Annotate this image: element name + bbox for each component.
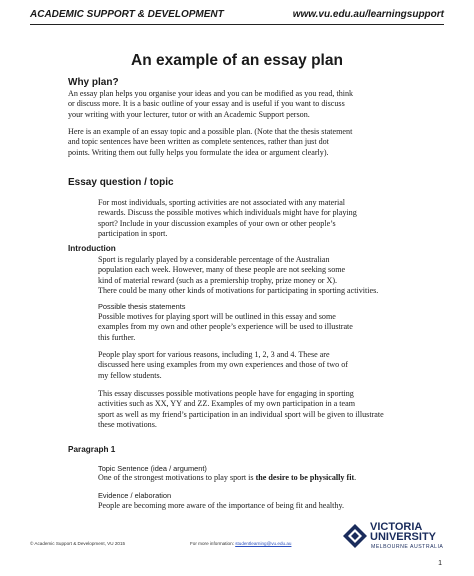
paragraph-1-heading: Paragraph 1 — [68, 445, 116, 454]
text-line: People play sport for various reasons, including 1, 2, 3 and 4. These are — [98, 350, 330, 359]
header-website[interactable]: www.vu.edu.au/learningsupport — [292, 9, 444, 20]
text-line: participation in sport. — [98, 228, 168, 238]
victoria-university-logo — [342, 522, 444, 552]
text-line: Possible motives for playing sport will be outlined in this essay and some — [98, 312, 336, 321]
text-line: activities such as XX, YY and ZZ. Examples of my own participation in a team — [98, 399, 355, 409]
text-line: points. Writing them out fully helps you formulate the idea or argument clearly). — [68, 147, 329, 157]
why-plan-paragraph-1 — [68, 89, 353, 120]
introduction-heading: Introduction — [68, 244, 116, 253]
text-line: Here is an example of an essay topic and a possible plan. (Note that the thesis statement — [68, 127, 353, 136]
thesis-statement-3 — [98, 389, 384, 430]
text-line: and topic sentences have been written as complete sentences, rather than just dot — [68, 137, 329, 147]
text-line: sport as well as my friend’s participation in an individual sport will be given to illustrate — [98, 409, 384, 419]
thesis-statement-2 — [98, 350, 348, 381]
text-line: Sport is regularly played by a considerable percentage of the Australian — [98, 255, 330, 264]
text-line: There could be many other kinds of motivations for participating in sporting activities. — [98, 285, 379, 295]
page-title: An example of an essay plan — [131, 52, 343, 69]
logo-wordmark — [370, 522, 436, 542]
why-plan-heading: Why plan? — [68, 77, 119, 88]
topic-sentence-emphasis: the desire to be physically fit — [255, 473, 355, 482]
evidence-heading: Evidence / elaboration — [98, 491, 172, 500]
topic-sentence — [98, 473, 356, 483]
footer-contact — [190, 541, 291, 546]
text-line: my fellow students. — [98, 370, 162, 380]
footer-copyright: © Academic Support & Development, VU 2015 — [30, 541, 126, 546]
text-line: or discuss more. It is a basic outline of your essay and is useful if you want to discuss — [68, 99, 345, 109]
footer-email-link[interactable]: studentlearning@vu.edu.au — [235, 541, 292, 546]
logo-line-2: UNIVERSITY — [370, 531, 437, 543]
text-line: discussed here using examples from my own experiences and those of two of — [98, 360, 348, 370]
header-department: ACADEMIC SUPPORT & DEVELOPMENT — [30, 9, 224, 20]
text-line: your writing with your lecturer, tutor or with an Academic Support person. — [68, 109, 310, 119]
text-line: examples from my own and other people’s experience will be used to illustrate — [98, 322, 353, 332]
text-line: An essay plan helps you organise your ideas and you can be modified as you read, think — [68, 89, 354, 98]
topic-sentence-end: . — [354, 473, 357, 482]
header-rule — [30, 24, 444, 25]
thesis-heading: Possible thesis statements — [98, 302, 186, 311]
text-line: This essay discusses possible motivations people have for engaging in sporting — [98, 389, 354, 398]
text-line: this further. — [98, 332, 136, 342]
text-line: kind of material reward (such as a premiership trophy, prize money or X). — [98, 275, 338, 285]
topic-sentence-text: One of the strongest motivations to play sport is — [98, 473, 256, 482]
text-line: sport? Include in your discussion examples of your own or other people’s — [98, 218, 336, 228]
introduction-text — [98, 255, 378, 296]
essay-question-text — [98, 198, 357, 239]
logo-tagline: MELBOURNE AUSTRALIA — [371, 544, 444, 550]
logo-line-1: VICTORIA — [370, 521, 423, 533]
topic-sentence-heading: Topic Sentence (idea / argument) — [98, 464, 207, 473]
evidence-text: People are becoming more aware of the importance of being fit and healthy. — [98, 501, 345, 510]
footer-contact-label: For more information: — [190, 541, 236, 546]
text-line: these motivations. — [98, 419, 157, 429]
essay-question-heading: Essay question / topic — [68, 177, 174, 188]
text-line: population each week. However, many of these people are not seeking some — [98, 265, 346, 275]
page-number: 1 — [438, 560, 442, 567]
text-line: rewards. Discuss the possible motives which individuals might have for playing — [98, 208, 357, 218]
text-line: For most individuals, sporting activities are not associated with any material — [98, 198, 346, 207]
thesis-statement-1 — [98, 312, 353, 343]
why-plan-paragraph-2 — [68, 127, 352, 158]
university-emblem-icon — [342, 523, 368, 549]
